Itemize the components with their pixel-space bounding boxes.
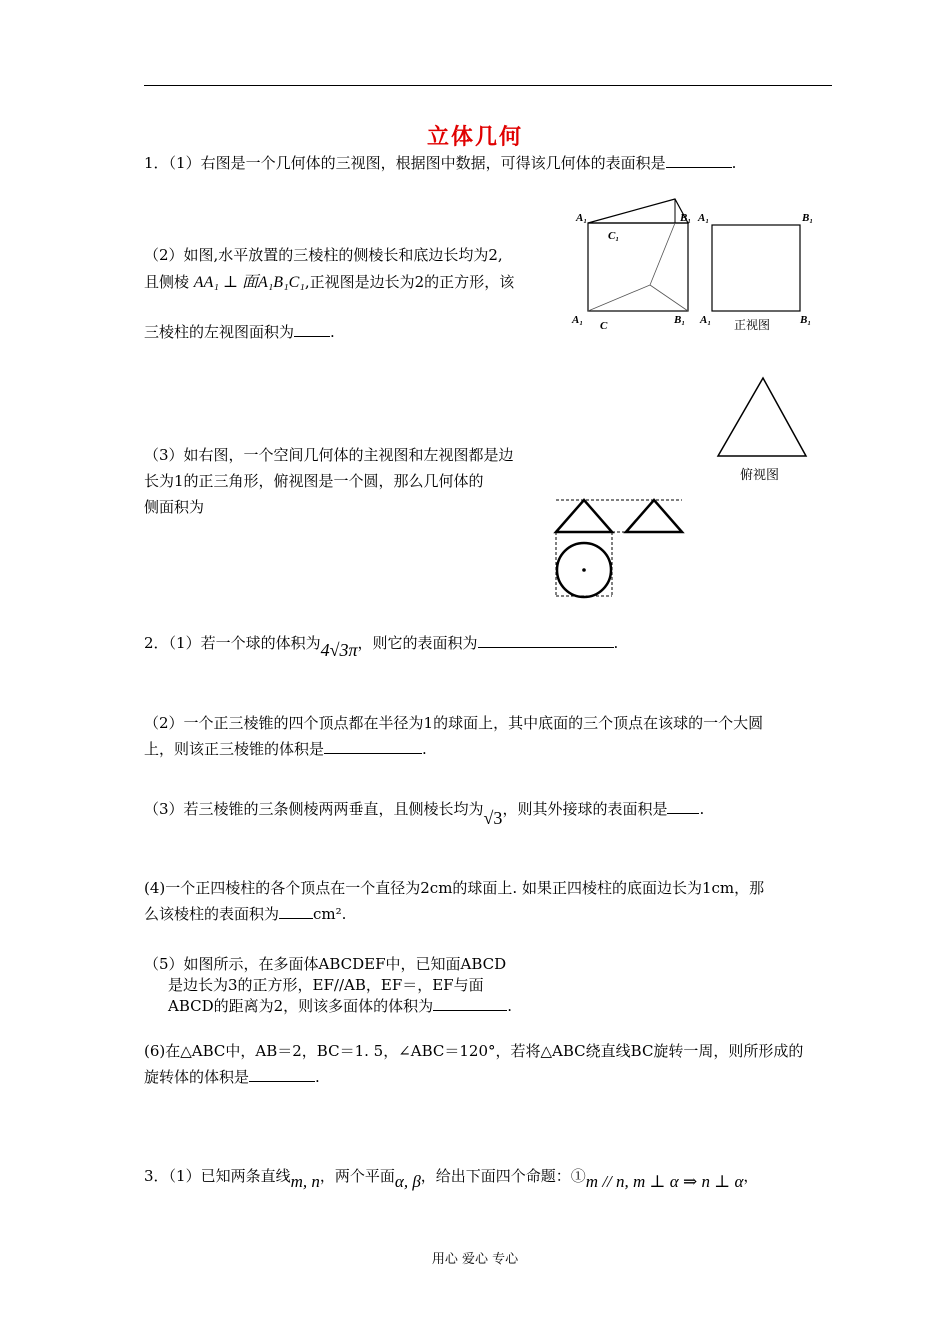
q2-part2-end: . (422, 740, 427, 758)
q1-part2-line2 (144, 272, 514, 293)
prism-hidden-edge (650, 223, 675, 285)
circle-center-dot (582, 568, 586, 572)
q2-part2-line1: （2）一个正三棱锥的四个顶点都在半径为1的球面上，其中底面的三个顶点在该球的一个大圆 (144, 714, 764, 732)
page-footer: 用心 爱心 专心 (431, 1252, 519, 1267)
label-c: C (600, 320, 608, 332)
q2-part3-end: . (699, 800, 705, 818)
q2-part5-line2: 是边长为3的正方形，EF//AB，EF＝，EF与面 (168, 976, 484, 994)
label-b1-top: B₁ (680, 212, 692, 224)
answer-blank (666, 153, 732, 168)
cone-views-figure (550, 490, 690, 615)
label-a1-bottom: A₁ (572, 314, 584, 326)
q3-math-proposition: m // n, m ⊥ α ⇒ n ⊥ α (585, 1172, 744, 1191)
q1-part1 (144, 153, 736, 173)
front-label-b1-top: B₁ (802, 212, 814, 224)
q2-part2-line2 (144, 739, 427, 759)
q3-part1-text-c: ，给出下面四个命题：① (420, 1167, 586, 1185)
q1-part2-text-b: ,正视图是边长为2的正方形，该 (304, 273, 515, 291)
front-view-square (712, 225, 800, 311)
q2-part6-line1: (6)在△ABC中，AB＝2，BC＝1. 5，∠ABC＝120°，若将△ABC绕直线BC旋转一周，则所形成的 (144, 1042, 804, 1060)
q2-part4-line2 (144, 904, 346, 924)
q2-part5-line3 (168, 996, 512, 1016)
q2-part4-end: . (341, 905, 347, 923)
q1-part3-line3: 侧面积为 (144, 498, 205, 516)
q1-part1-text: 1．（1）右图是一个几何体的三视图，根据图中数据，可得该几何体的表面积是 (144, 154, 666, 172)
q2-part1-end: . (613, 634, 619, 652)
top-view-figure (710, 372, 820, 487)
q1-part2-text-a: 且侧棱 (144, 273, 190, 291)
header-rule (144, 85, 832, 86)
q2-part5-line1: （5）如图所示，在多面体ABCDEF中，已知面ABCD (144, 955, 507, 973)
q2-part6-line2 (144, 1067, 320, 1087)
q2-part3-text-b: ，则其外接球的表面积是 (502, 800, 668, 818)
prism-front-face (588, 223, 688, 311)
left-view-triangle (626, 500, 682, 532)
q2-part3-math: √3 (483, 808, 503, 828)
q2-part3-text-a: （3）若三棱锥的三条侧棱两两垂直，且侧棱长均为 (144, 800, 484, 818)
q1-part1-end: . (731, 154, 737, 172)
front-label-a1-top: A₁ (698, 212, 710, 224)
front-label-a1-bottom: A₁ (700, 314, 712, 326)
q3-part1-end: ， (743, 1167, 759, 1185)
q3-part1-text-a: 3．（1）已知两条直线 (144, 1167, 291, 1185)
front-view-caption: 正视图 (734, 318, 771, 332)
q2-part4-unit: cm² (313, 905, 342, 923)
top-view-caption: 俯视图 (740, 467, 780, 482)
q2-part4-line1: (4)一个正四棱柱的各个顶点在一个直径为2cm的球面上. 如果正四棱柱的底面边长为1cm，那 (144, 879, 765, 897)
prism-hidden-edge (588, 285, 650, 311)
q2-part1-text-b: ，则它的表面积为 (357, 634, 478, 652)
answer-blank (249, 1067, 315, 1082)
q1-part2-line1: （2）如图,水平放置的三棱柱的侧棱长和底边长均为2, (144, 246, 503, 264)
label-b1-bottom: B₁ (674, 314, 686, 326)
page-title: 立体几何 (426, 124, 523, 150)
label-c1: C₁ (608, 230, 620, 242)
q1-part3-line2: 长为1的正三角形，俯视图是一个圆，那么几何体的 (144, 472, 484, 490)
q3-math-lines: m, n (290, 1172, 320, 1191)
top-view-triangle (718, 378, 806, 456)
prism-hidden-edge (650, 285, 688, 311)
prism-top-triangle (588, 199, 688, 223)
answer-blank (433, 996, 507, 1011)
answer-blank (324, 739, 422, 754)
prism-figure (570, 195, 820, 340)
q1-part2-text-c: 三棱柱的左视图面积为 (144, 323, 295, 341)
q2-part1 (144, 632, 619, 660)
q2-part5-text: ABCD的距离为2，则该多面体的体积为 (168, 997, 434, 1015)
label-a1-top: A₁ (576, 212, 588, 224)
q2-part1-text-a: 2．（1）若一个球的体积为 (144, 634, 321, 652)
q1-part2-math: AA₁ ⊥ 面A₁B₁C₁ (193, 274, 305, 291)
answer-blank (667, 799, 699, 814)
q2-part5-end: . (507, 997, 512, 1015)
answer-blank (279, 904, 313, 919)
answer-blank (478, 633, 614, 648)
q2-part2-text: 上，则该正三棱锥的体积是 (144, 740, 325, 758)
q3-part1-text-b: ，两个平面 (319, 1167, 395, 1185)
q3-part1 (144, 1166, 759, 1191)
q2-part1-math: 4√3π (320, 640, 358, 660)
q2-part6-text: 旋转体的体积是 (144, 1068, 250, 1086)
q1-part2-line3 (144, 322, 335, 342)
q2-part4-text: 么该棱柱的表面积为 (144, 905, 280, 923)
q3-math-planes: α, β (394, 1172, 421, 1191)
answer-blank (294, 322, 330, 337)
q2-part3 (144, 798, 705, 828)
q2-part6-end: . (315, 1068, 320, 1086)
q1-part3-line1: （3）如右图，一个空间几何体的主视图和左视图都是边 (144, 446, 514, 464)
main-view-triangle (556, 500, 612, 532)
front-label-b1-bottom: B₁ (800, 314, 812, 326)
q1-part2-end: . (330, 323, 335, 341)
